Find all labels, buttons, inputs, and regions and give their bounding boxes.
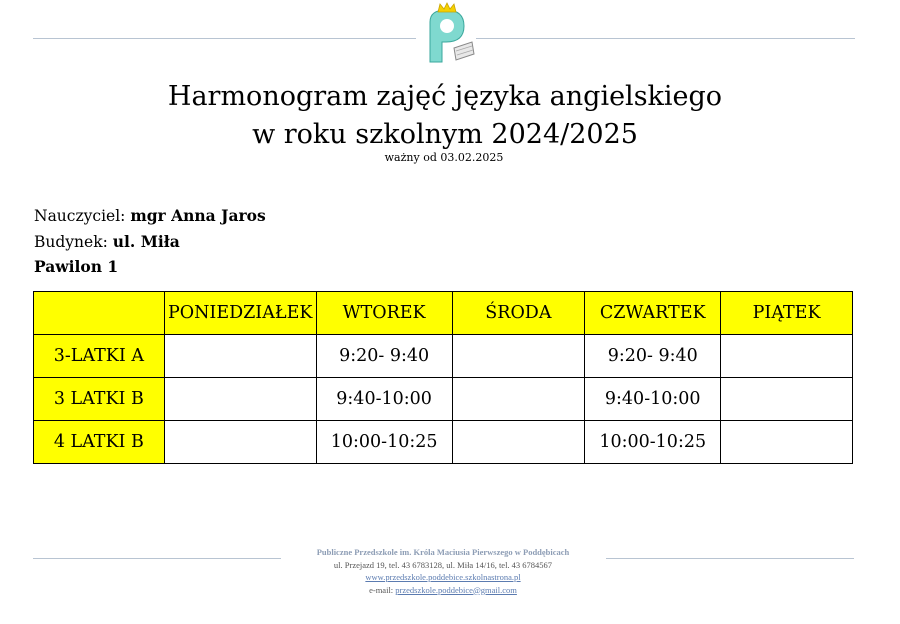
- teacher-line: [34, 206, 266, 225]
- footer-email-line: [280, 584, 606, 597]
- time-cell: [164, 335, 316, 378]
- crowned-p-logo-icon: [416, 2, 476, 64]
- time-cell: 9:20- 9:40: [585, 335, 721, 378]
- group-cell: 3-LATKI A: [34, 335, 165, 378]
- footer-email-link[interactable]: przedszkole.poddebice@gmail.com: [395, 584, 517, 595]
- time-cell: [721, 378, 853, 421]
- time-cell: 10:00-10:25: [316, 421, 452, 464]
- footer-email-label: e-mail:: [369, 584, 396, 595]
- table-row: [34, 421, 853, 464]
- day-header: PONIEDZIAŁEK: [164, 292, 316, 335]
- group-cell: 4 LATKI B: [34, 421, 165, 464]
- footer-org: Publiczne Przedszkole im. Króla Maciusia Pierwszego w Poddębicach: [316, 547, 570, 557]
- time-cell: [721, 335, 853, 378]
- teacher-value: mgr Anna Jaros: [130, 206, 266, 225]
- footer-rule-left: [33, 558, 281, 559]
- valid-from: ważny od 03.02.2025: [384, 151, 504, 164]
- time-cell: [164, 421, 316, 464]
- title-line-2: w roku szkolnym 2024/2025: [252, 119, 638, 150]
- table-header-row: [34, 292, 853, 335]
- schedule-table: [33, 291, 853, 464]
- teacher-label: Nauczyciel:: [34, 207, 131, 225]
- day-header: PIĄTEK: [721, 292, 853, 335]
- time-cell: [452, 421, 585, 464]
- corner-cell: [34, 292, 165, 335]
- pavilion-value: Pawilon 1: [34, 257, 119, 276]
- time-cell: 9:40-10:00: [585, 378, 721, 421]
- time-cell: 9:40-10:00: [316, 378, 452, 421]
- time-cell: 10:00-10:25: [585, 421, 721, 464]
- page-title: [0, 78, 890, 154]
- time-cell: [452, 335, 585, 378]
- time-cell: [721, 421, 853, 464]
- table-row: [34, 335, 853, 378]
- title-line-1: Harmonogram zajęć języka angielskiego: [167, 81, 723, 112]
- pavilion-line: [34, 257, 118, 276]
- day-header: WTOREK: [316, 292, 452, 335]
- footer-address: ul. Przejazd 19, tel. 43 6783128, ul. Miła 14/16, tel. 43 6784567: [333, 559, 553, 570]
- building-value: ul. Miła: [112, 232, 180, 251]
- table-row: [34, 378, 853, 421]
- day-header: CZWARTEK: [585, 292, 721, 335]
- day-header: ŚRODA: [452, 292, 585, 335]
- footer-rule-right: [606, 558, 854, 559]
- footer: [280, 546, 606, 596]
- group-cell: 3 LATKI B: [34, 378, 165, 421]
- time-cell: [164, 378, 316, 421]
- building-line: [34, 232, 180, 251]
- footer-website-link[interactable]: www.przedszkole.poddebice.szkolnastrona.pl: [365, 572, 521, 582]
- building-label: Budynek:: [34, 233, 113, 251]
- time-cell: 9:20- 9:40: [316, 335, 452, 378]
- time-cell: [452, 378, 585, 421]
